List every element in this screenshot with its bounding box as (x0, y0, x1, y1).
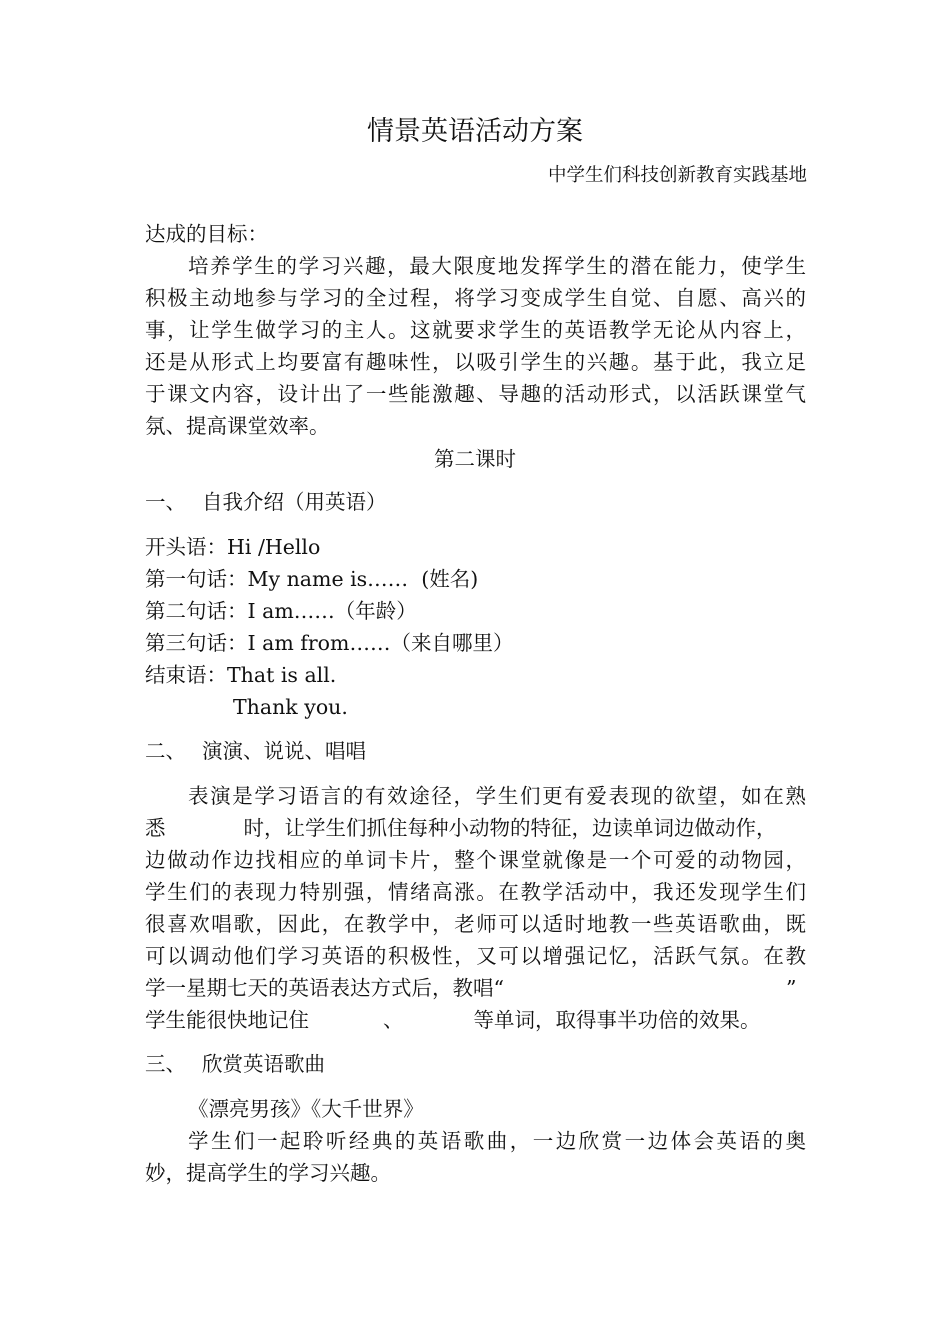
intro-line (145, 659, 336, 691)
paragraph-line: 学生们的表现力特别强，情绪高涨。在教学活动中，我还发现学生们 (145, 880, 806, 904)
goal-paragraph-line: 积极主动地参与学习的全过程，将学习变成学生自觉、自愿、高兴的 (145, 286, 806, 310)
intro-text: Hi /Hello (227, 535, 321, 559)
intro-line (145, 531, 320, 563)
intro-text: I am from……（来自哪里） (247, 631, 514, 655)
paragraph-line: 可以调动他们学习英语的积极性，又可以增强记忆，活跃气氛。在教 (145, 944, 806, 968)
paragraph-line (145, 1004, 761, 1036)
paragraph-fragment: 悉 (145, 816, 166, 840)
goal-paragraph-line: 培养学生的学习兴趣，最大限度地发挥学生的潜在能力，使学生 (188, 254, 806, 278)
paragraph-line (145, 972, 504, 1004)
section-number: 二、 (145, 739, 186, 763)
song-titles: 《漂亮男孩》《大千世界》 (188, 1097, 424, 1121)
intro-text: I am……（年龄） (247, 599, 417, 623)
paragraph-line (145, 812, 777, 844)
intro-closing-line: Thank you. (233, 695, 348, 719)
intro-line (145, 595, 417, 627)
section-heading: 自我介绍（用英语） (202, 490, 387, 514)
goal-paragraph-line: 事，让学生做学习的主人。这就要求学生的英语教学无论从内容上， (145, 318, 806, 342)
intro-label: 结束语： (145, 663, 227, 687)
intro-label: 第一句话： (145, 567, 248, 591)
section-heading: 欣赏英语歌曲 (202, 1052, 325, 1076)
paragraph-line: 妙，提高学生的学习兴趣。 (145, 1161, 391, 1185)
goal-paragraph-line: 氛、提高课堂效率。 (145, 414, 330, 438)
goal-paragraph-line: 还是从形式上均要富有趣味性，以吸引学生的兴趣。基于此，我立足 (145, 350, 806, 374)
paragraph-fragment: 、 (383, 1008, 404, 1032)
paragraph-fragment: 学一星期七天的英语表达方式后，教唱“ (145, 976, 504, 1000)
paragraph-fragment: 时，让学生们抓住每种小动物的特征，边读单词边做动作， (243, 816, 777, 840)
section-heading: 演演、说说、唱唱 (202, 739, 366, 763)
intro-label: 第二句话： (145, 599, 248, 623)
intro-text: That is all. (227, 663, 337, 687)
paragraph-fragment: 等单词，取得事半功倍的效果。 (473, 1008, 761, 1032)
goal-paragraph-line: 于课文内容，设计出了一些能激趣、导趣的活动形式，以活跃课堂气 (145, 382, 806, 406)
intro-label: 第三句话： (145, 631, 248, 655)
intro-line (145, 563, 478, 595)
paragraph-line: 学生们一起聆听经典的英语歌曲，一边欣赏一边体会英语的奥 (188, 1129, 806, 1153)
paragraph-fragment: 学生能很快地记住 (145, 1008, 309, 1032)
section-number: 三、 (145, 1052, 186, 1076)
lesson-heading: 第二课时 (434, 447, 516, 471)
goal-heading: 达成的目标： (145, 222, 268, 246)
closing-quote: ” (786, 976, 797, 1000)
paragraph-line: 边做动作边找相应的单词卡片，整个课堂就像是一个可爱的动物园， (145, 848, 806, 872)
intro-text: My name is…… (姓名) (247, 567, 479, 591)
intro-label: 开头语： (145, 535, 227, 559)
intro-line (145, 627, 513, 659)
organization-name: 中学生们科技创新教育实践基地 (547, 165, 807, 186)
paragraph-line: 表演是学习语言的有效途径，学生们更有爱表现的欲望，如在熟 (188, 784, 806, 808)
section-number: 一、 (145, 490, 186, 514)
document-title: 情景英语活动方案 (367, 116, 583, 147)
paragraph-line: 很喜欢唱歌，因此，在教学中，老师可以适时地教一些英语歌曲，既 (145, 912, 806, 936)
